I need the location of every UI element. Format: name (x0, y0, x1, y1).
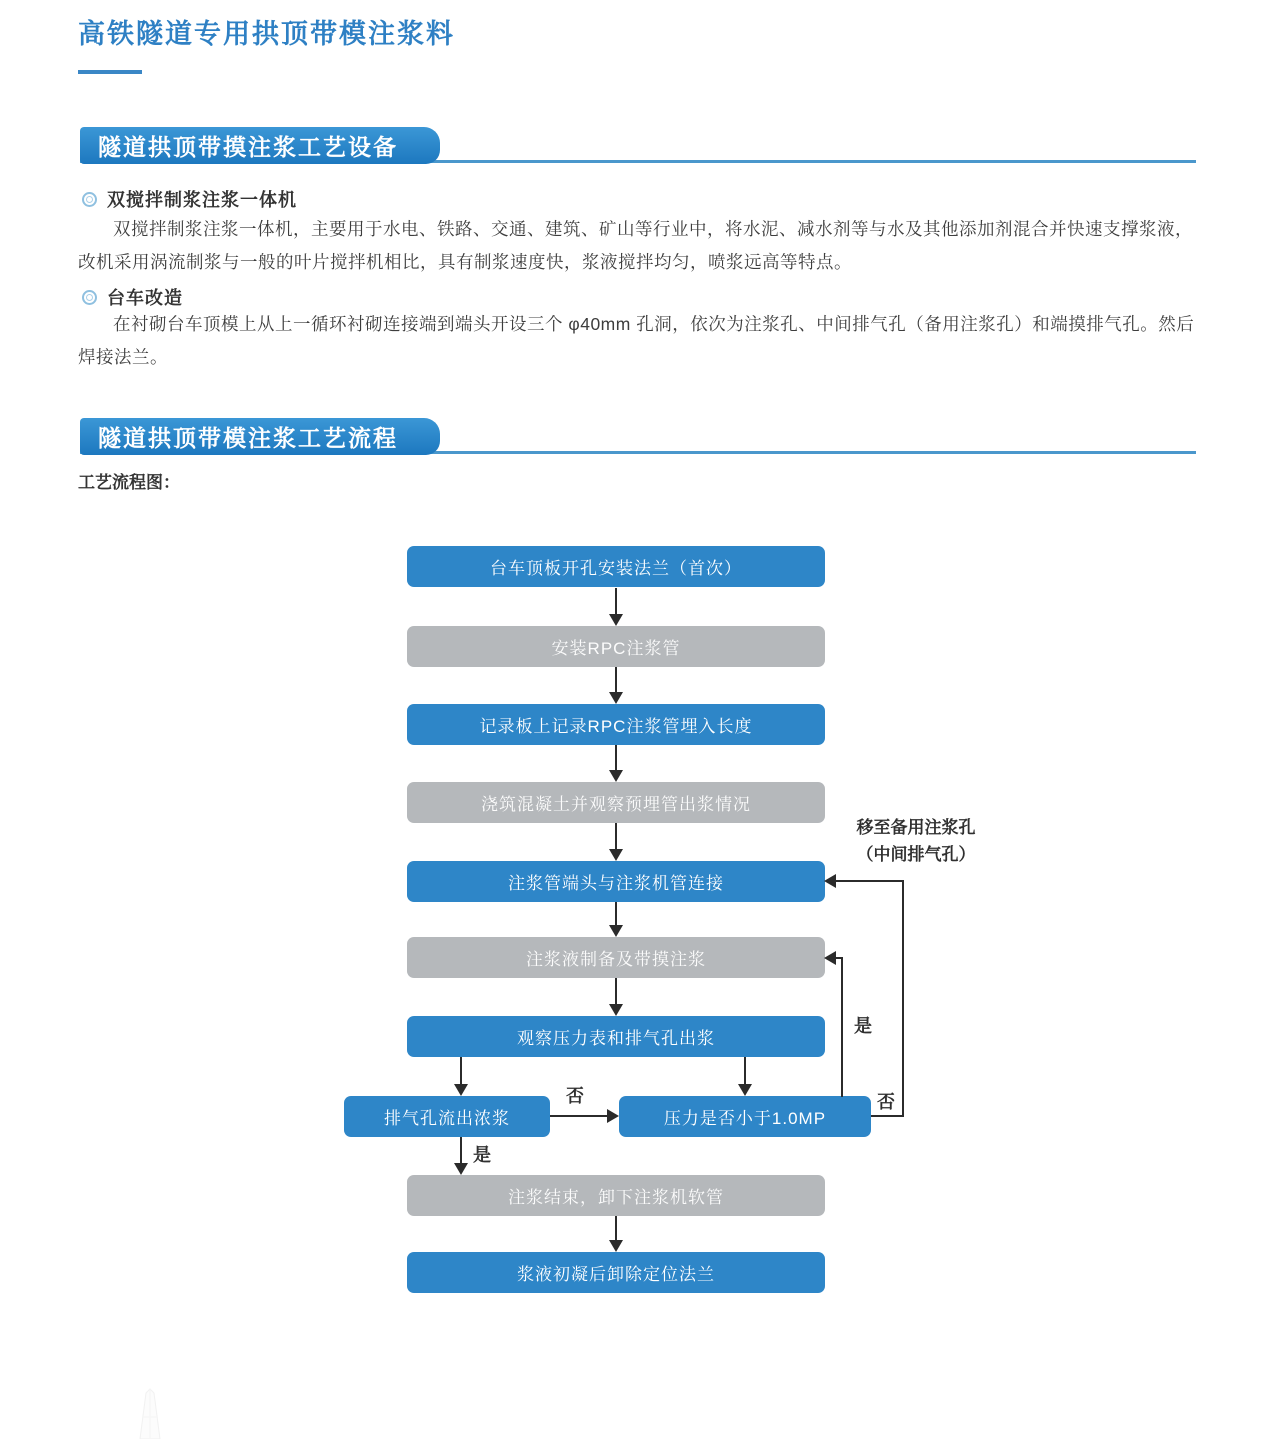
arrow-line (615, 978, 617, 1005)
label-reroute (846, 814, 986, 868)
flow-node-finish-grouting: 注浆结束，卸下注浆机软管 (407, 1175, 825, 1216)
label-reroute-line1: 移至备用注浆孔 (856, 818, 976, 837)
arrow-line (615, 588, 617, 615)
flow-node-connect-machine: 注浆管端头与注浆机管连接 (407, 861, 825, 902)
flow-node-observe-gauge: 观察压力表和排气孔出浆 (407, 1016, 825, 1057)
page-title: 高铁隧道专用拱顶带模注浆料 (78, 19, 455, 49)
arrow-line (460, 1057, 462, 1085)
arrow-line (871, 1115, 904, 1117)
arrow-down-icon (609, 1240, 623, 1252)
flow-node-pour-concrete: 浇筑混凝土并观察预埋管出浆情况 (407, 782, 825, 823)
arrow-down-icon (609, 1004, 623, 1016)
double-ring-icon-inner (86, 294, 93, 301)
double-ring-icon (82, 290, 97, 305)
arrow-line (841, 958, 843, 1097)
arrow-down-icon (738, 1084, 752, 1096)
arrow-down-icon (609, 849, 623, 861)
banner-equipment-label: 隧道拱顶带摸注浆工艺设备 (98, 134, 398, 160)
arrow-down-icon (454, 1084, 468, 1096)
label-no-outer: 否 (877, 1092, 895, 1112)
label-yes-inner: 是 (854, 1016, 872, 1036)
arrow-line (615, 823, 617, 850)
arrow-left-icon (824, 951, 836, 965)
arrow-line (902, 880, 904, 1117)
bullet-heading-trolley (82, 284, 183, 310)
building-watermark-icon (126, 1387, 196, 1439)
paragraph-trolley: 在衬砌台车顶模上从上一循环衬砌连接端到端头开设三个 φ40mm 孔洞，依次为注浆孔、中间排气孔（备用注浆孔）和端摸排气孔。然后焊接法兰。 (78, 314, 1195, 367)
double-ring-icon (82, 192, 97, 207)
arrow-down-icon (609, 692, 623, 704)
arrow-line (615, 745, 617, 771)
arrow-line (615, 902, 617, 926)
flow-node-record-length: 记录板上记录RPC注浆管埋入长度 (407, 704, 825, 745)
arrow-line (836, 957, 843, 959)
label-no-between: 否 (566, 1086, 584, 1106)
arrow-line (615, 1216, 617, 1241)
bullet-heading-mixer-label: 双搅拌制浆注浆一体机 (107, 190, 297, 210)
arrow-down-icon (609, 770, 623, 782)
flow-node-prepare-grout: 注浆液制备及带摸注浆 (407, 937, 825, 978)
arrow-line (460, 1137, 462, 1164)
section-banner-process (80, 418, 440, 455)
arrow-down-icon (609, 614, 623, 626)
arrow-line (836, 880, 903, 882)
flow-node-remove-flange: 浆液初凝后卸除定位法兰 (407, 1252, 825, 1293)
flowchart-caption: 工艺流程图： (78, 473, 180, 492)
label-yes-down: 是 (473, 1145, 491, 1165)
flow-node-install-rpc-pipe: 安装RPC注浆管 (407, 626, 825, 667)
flow-node-vent-thick-grout: 排气孔流出浓浆 (344, 1096, 550, 1137)
bullet-heading-mixer (82, 186, 297, 212)
arrow-right-icon (607, 1109, 619, 1123)
arrow-left-icon (824, 874, 836, 888)
title-underline (78, 70, 142, 74)
arrow-line (744, 1057, 746, 1085)
paragraph-mixer: 双搅拌制浆注浆一体机，主要用于水电、铁路、交通、建筑、矿山等行业中，将水泥、减水剂等与水及其他添加剂混合并快速支撑浆液，改机采用涡流制浆与一般的叶片搅拌机相比，具有制浆速度快，浆液搅拌均匀，喷浆远高等特点。 (78, 219, 1193, 272)
arrow-line (550, 1115, 608, 1117)
bullet-heading-trolley-label: 台车改造 (107, 288, 183, 308)
banner-process-label: 隧道拱顶带模注浆工艺流程 (98, 425, 398, 451)
section-banner-equipment (80, 127, 440, 164)
flow-node-install-flange: 台车顶板开孔安装法兰（首次） (407, 546, 825, 587)
flow-node-pressure-check: 压力是否小于1.0MP (619, 1096, 871, 1137)
label-reroute-line2: （中间排气孔） (856, 845, 976, 864)
arrow-down-icon (454, 1163, 468, 1175)
arrow-line (615, 667, 617, 693)
arrow-down-icon (609, 925, 623, 937)
double-ring-icon-inner (86, 196, 93, 203)
